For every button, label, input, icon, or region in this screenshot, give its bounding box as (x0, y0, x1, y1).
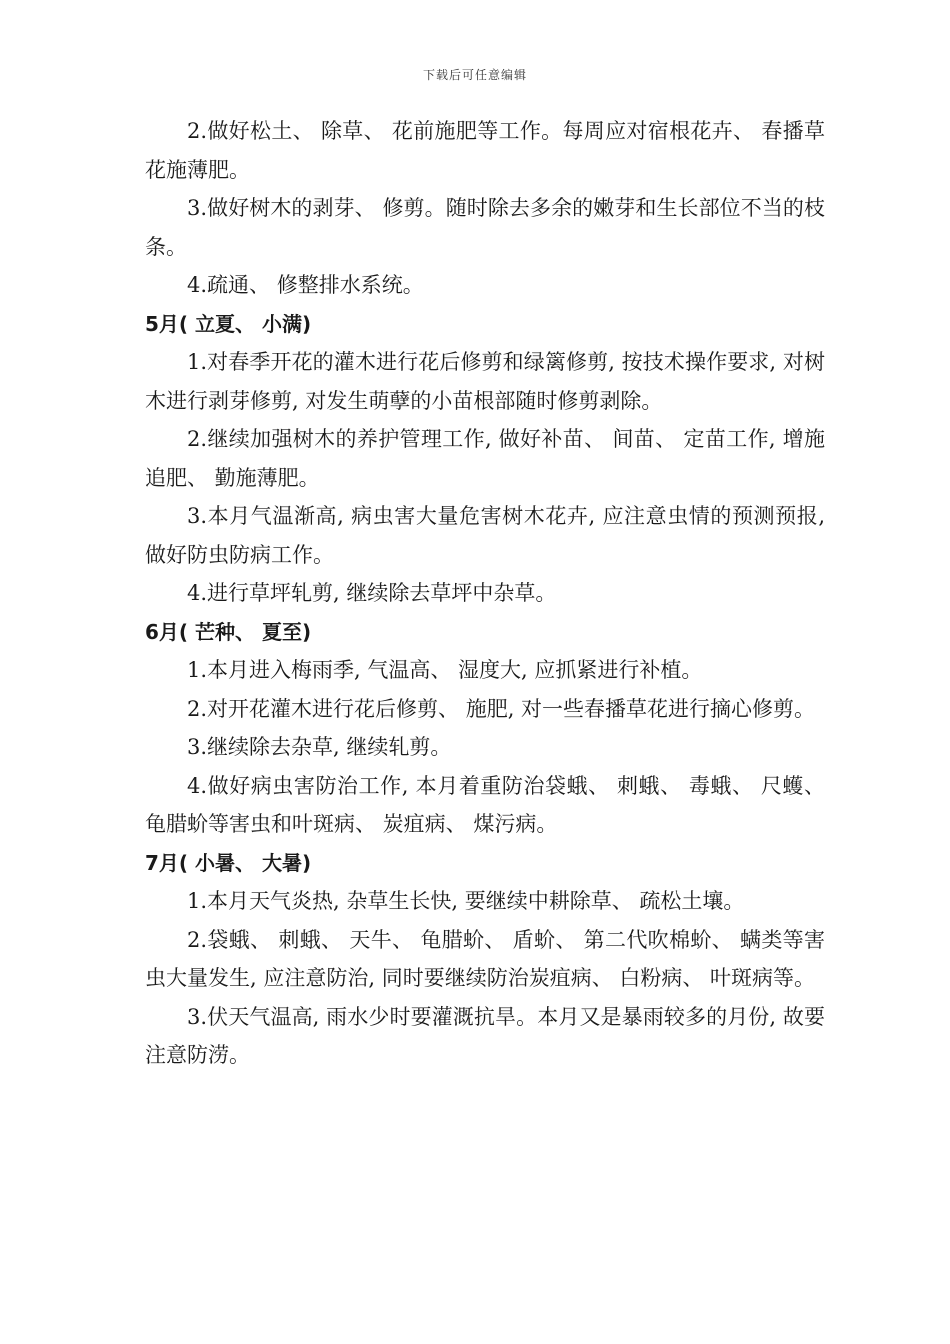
paragraph-june-item-4: 4.做好病虫害防治工作, 本月着重防治袋蛾、 刺蛾、 毒蛾、 尺蠖、 龟腊蚧等害虫和叶斑病、 炭疽病、 煤污病。 (145, 773, 825, 836)
section-heading-may: 5月( 立夏、 小满) (145, 311, 312, 336)
paragraph-item-2-fertilize: 2.做好松土、 除草、 花前施肥等工作。每周应对宿根花卉、 春播草花施薄肥。 (145, 119, 825, 182)
paragraph-july-item-2: 2.袋蛾、 刺蛾、 天牛、 龟腊蚧、 盾蚧、 第二代吹棉蚧、 螨类等害虫大量发生, 应注意防治, 同时要继续防治炭疽病、 白粉病、 叶斑病等。 (145, 927, 825, 990)
paragraph-july-item-1: 1.本月天气炎热, 杂草生长快, 要继续中耕除草、 疏松土壤。 (187, 889, 745, 913)
paragraph-may-item-1: 1.对春季开花的灌木进行花后修剪和绿篱修剪, 按技术操作要求, 对树木进行剥芽修剪, 对发生萌孽的小苗根部随时修剪剥除。 (145, 350, 825, 413)
document-body (145, 112, 825, 1075)
section-heading-june: 6月( 芒种、 夏至) (145, 619, 312, 644)
paragraph-may-item-2: 2.继续加强树木的养护管理工作, 做好补苗、 间苗、 定苗工作, 增施追肥、 勤施薄肥。 (145, 427, 825, 490)
paragraph-june-item-2: 2.对开花灌木进行花后修剪、 施肥, 对一些春播草花进行摘心修剪。 (187, 696, 816, 721)
paragraph-june-item-3: 3.继续除去杂草, 继续轧剪。 (187, 735, 452, 759)
paragraph-may-item-4: 4.进行草坪轧剪, 继续除去草坪中杂草。 (187, 581, 557, 605)
paragraph-july-item-3: 3.伏天气温高, 雨水少时要灌溉抗旱。本月又是暴雨较多的月份, 故要注意防涝。 (145, 1004, 825, 1067)
paragraph-item-3-pruning: 3.做好树木的剥芽、 修剪。随时除去多余的嫩芽和生长部位不当的枝条。 (145, 196, 825, 259)
section-heading-july: 7月( 小暑、 大暑) (145, 850, 312, 875)
paragraph-may-item-3: 3.本月气温渐高, 病虫害大量危害树木花卉, 应注意虫情的预测预报, 做好防虫防病工作。 (145, 504, 825, 567)
paragraph-june-item-1: 1.本月进入梅雨季, 气温高、 湿度大, 应抓紧进行补植。 (187, 658, 703, 682)
paragraph-item-4-drainage: 4.疏通、 修整排水系统。 (187, 273, 424, 297)
page-header: 下载后可任意编辑 (422, 68, 527, 82)
